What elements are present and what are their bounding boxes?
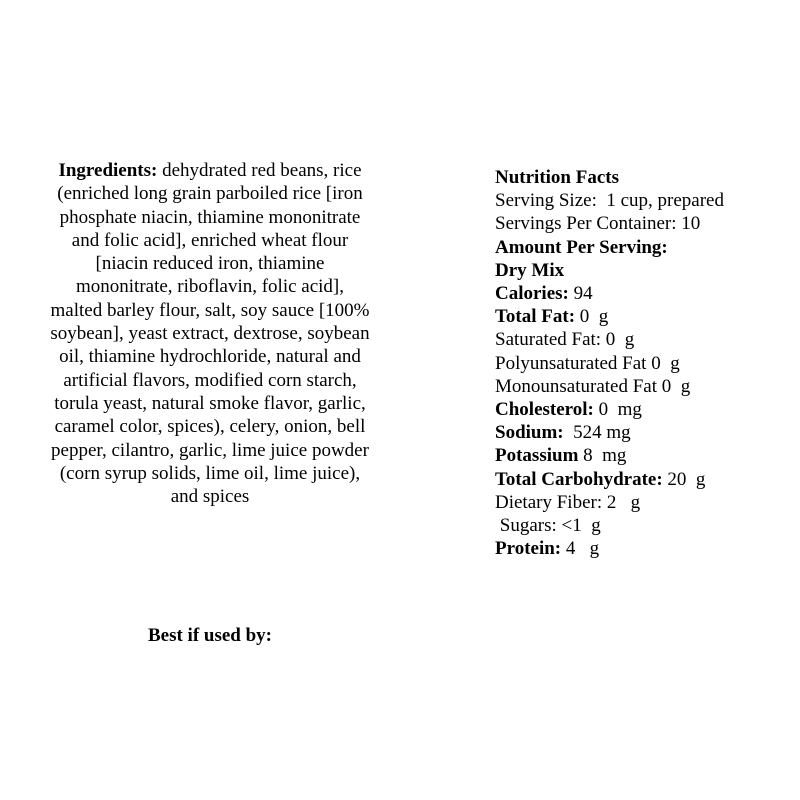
sugars-row: Sugars: <1 g	[495, 515, 601, 537]
potassium-value: 8 mg	[578, 445, 627, 467]
ingredients-block	[50, 159, 370, 508]
potassium-label: Potassium	[495, 445, 579, 467]
total-carbohydrate-value: 20 g	[662, 468, 706, 490]
protein-label: Protein:	[495, 538, 562, 560]
total-fat-label: Total Fat:	[495, 306, 576, 328]
nutrition-facts-panel	[495, 166, 795, 560]
total-carbohydrate-label: Total Carbohydrate:	[495, 468, 663, 490]
calories-row	[495, 282, 795, 305]
ingredients-label: Ingredients:	[58, 160, 158, 181]
potassium-row	[495, 444, 795, 467]
saturated-fat-row: Saturated Fat: 0 g	[495, 329, 635, 351]
sodium-row	[495, 421, 795, 444]
calories-label: Calories:	[495, 283, 569, 305]
nutrition-title: Nutrition Facts	[495, 167, 620, 188]
amount-per-serving: Amount Per Serving:	[495, 236, 668, 258]
calories-value: 94	[568, 283, 593, 305]
ingredients-text: dehydrated red beans, rice (enriched long grain parboiled rice [iron phosphate niacin, thiamine mononitrate and folic acid], enriched wheat flour [niacin reduced iron, thiamine mononitrate, riboflavin, folic acid], malted barley flour, salt, soy sauce [100% soybean], yeast extract, dextrose, soybean oil, thiamine hydrochloride, natural and artificial flavors, modified corn starch, torula yeast, natural smoke flavor, garlic, caramel color, spices), celery, onion, bell pepper, cilantro, garlic, lime juice powder (corn syrup solids, lime oil, lime juice), and spices	[50, 160, 370, 508]
dietary-fiber-row: Dietary Fiber: 2 g	[495, 491, 641, 513]
total-fat-value: 0 g	[575, 306, 609, 328]
protein-value: 4 g	[561, 538, 600, 560]
cholesterol-label: Cholesterol:	[495, 399, 594, 421]
cholesterol-value: 0 mg	[593, 399, 642, 421]
cholesterol-row	[495, 398, 795, 421]
polyunsaturated-fat-row: Polyunsaturated Fat 0 g	[495, 352, 680, 374]
sodium-value: 524 mg	[563, 422, 631, 444]
dry-mix-heading: Dry Mix	[495, 259, 565, 281]
sodium-label: Sodium:	[495, 422, 564, 444]
best-by-label: Best if used by:	[147, 625, 273, 646]
total-fat-row	[495, 305, 795, 328]
servings-per-container: Servings Per Container: 10	[495, 213, 701, 235]
protein-row	[495, 537, 795, 560]
monounsaturated-fat-row: Monounsaturated Fat 0 g	[495, 375, 691, 397]
total-carbohydrate-row	[495, 468, 795, 491]
serving-size: Serving Size: 1 cup, prepared	[495, 190, 724, 212]
